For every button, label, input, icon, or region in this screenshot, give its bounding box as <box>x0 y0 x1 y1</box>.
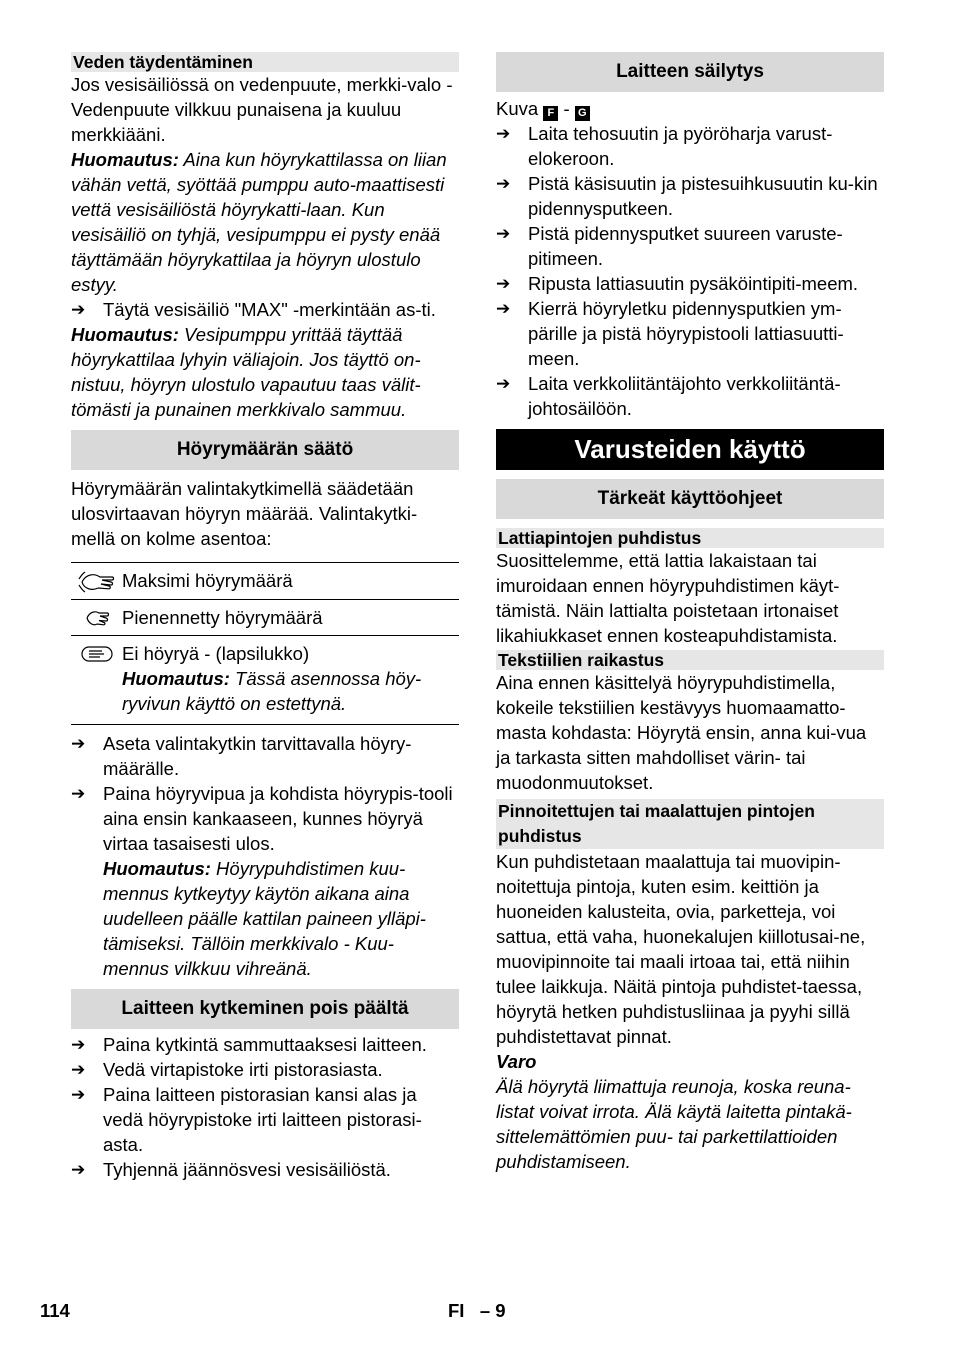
water-refill-heading: Veden täydentäminen <box>71 52 459 72</box>
reduced-steam-icon <box>71 605 122 630</box>
note-text: Vesipumppu yrittää täyttää höyrykattilaa lyhyin väliajoin. Jos täyttö on-nistuu, höyryn ulostulo vapautuu taas välit-tömästi ja punainen merkkivalo sammuu. <box>71 324 421 420</box>
note-text: Höyrypuhdistimen kuu-mennus kytkeytyy käytön aikana aina uudelleen päälle kattilan paineen ylläpi-tämiseksi. Tällöin merkkivalo - Kuu-mennus vilkkuu vihreänä. <box>103 858 426 979</box>
steam-control-heading: Höyrymäärän säätö <box>71 430 459 470</box>
switch-off-step <box>71 1032 459 1057</box>
caution-text: Älä höyrytä liimattuja reunoja, koska reuna-listat voivat irrota. Älä käytä laitetta pintakä-sittelemättömien puu- tai parkettilattioiden puhdistamiseen. <box>496 1076 852 1172</box>
note-text: Aina kun höyrykattilassa on liian vähän vettä, syöttää pumppu auto-maattisesti vettä vesisäiliöstä höyrykatti-laan. Kun vesisäiliö on tyhjä, vesipumppu ei pysty enää täyttämään höyrykattilaa ja höyryn ulostulo estyy. <box>71 149 447 295</box>
switch-off-step <box>71 1057 459 1082</box>
figure-g-label: G <box>575 106 590 121</box>
steam-mode-body <box>122 641 459 716</box>
language-page-label: FI – 9 <box>448 1300 506 1321</box>
note-label: Huomautus: <box>71 324 179 345</box>
arrow-right-icon: ➔ <box>71 734 86 753</box>
arrow-right-icon: ➔ <box>496 299 511 318</box>
important-instructions-heading: Tärkeät käyttöohjeet <box>496 479 884 519</box>
storage-step <box>496 296 884 371</box>
step-text: Pistä käsisuutin ja pistesuihkusuutin ku-kin pidennysputkeen. <box>528 173 878 219</box>
steam-mode-row-reduced <box>71 600 459 636</box>
storage-steps <box>496 121 884 421</box>
storage-step <box>496 221 884 271</box>
step-text: Täytä vesisäiliö "MAX" -merkintään as-ti. <box>103 299 436 320</box>
arrow-right-icon: ➔ <box>71 1060 86 1079</box>
step-text: Kierrä höyryletku pidennysputkien ym-pärille ja pistä höyrypistooli lattiasuutti-meen. <box>528 298 844 369</box>
switch-off-step <box>71 1082 459 1157</box>
storage-step <box>496 121 884 171</box>
figure-prefix: Kuva <box>496 98 539 119</box>
step-text: Laita tehosuutin ja pyöröharja varust-elokeroon. <box>528 123 833 169</box>
arrow-right-icon: ➔ <box>496 224 511 243</box>
step-text: Paina kytkintä sammuttaaksesi laitteen. <box>103 1034 427 1055</box>
arrow-right-icon: ➔ <box>71 1160 86 1179</box>
steam-mode-table <box>71 562 459 725</box>
steam-mode-row-max <box>71 563 459 600</box>
steam-control-step <box>71 731 459 781</box>
steam-mode-label: Maksimi höyrymäärä <box>122 570 293 591</box>
arrow-right-icon: ➔ <box>496 374 511 393</box>
storage-step <box>496 171 884 221</box>
step-text: Laita verkkoliitäntäjohto verkkoliitäntä-johtosäilöön. <box>528 373 841 419</box>
figure-reference <box>496 96 884 121</box>
floor-cleaning-heading: Lattiapintojen puhdistus <box>496 528 884 548</box>
arrow-right-icon: ➔ <box>71 1035 86 1054</box>
no-steam-icon <box>71 641 122 716</box>
floor-cleaning-text: Suosittelemme, että lattia lakaistaan tai imuroidaan ennen höyrypuhdistimen käyt-tämistä. Näin lattialta poistetaan irtonaiset likahiukkaset ennen kosteapuhdistamista. <box>496 550 840 646</box>
arrow-right-icon: ➔ <box>71 1085 86 1104</box>
step-text: Paina laitteen pistorasian kansi alas ja vedä höyrypistoke irti laitteen pistorasi-asta. <box>103 1084 422 1155</box>
arrow-right-icon: ➔ <box>496 124 511 143</box>
step-text: Aseta valintakytkin tarvittavalla höyry-määrälle. <box>103 733 412 779</box>
step-body <box>103 781 459 981</box>
step-text: Ripusta lattiasuutin pysäköintipiti-meem. <box>528 273 859 294</box>
step-text: Pistä pidennysputket suureen varuste-pitimeen. <box>528 223 843 269</box>
water-refill-note-2 <box>71 322 459 422</box>
note-label: Huomautus: <box>103 858 211 879</box>
switch-off-steps <box>71 1032 459 1182</box>
step-text: Vedä virtapistoke irti pistorasiasta. <box>103 1059 383 1080</box>
max-steam-icon <box>71 568 122 594</box>
storage-step <box>496 271 884 296</box>
note-label: Huomautus: <box>71 149 179 170</box>
accessories-heading: Varusteiden käyttö <box>496 429 884 470</box>
switch-off-step <box>71 1157 459 1182</box>
step-text: Tyhjennä jäännösvesi vesisäiliöstä. <box>103 1159 391 1180</box>
arrow-right-icon: ➔ <box>71 300 86 319</box>
water-refill-note-1 <box>71 147 459 297</box>
steam-mode-label: Ei höyryä - (lapsilukko) <box>122 643 310 664</box>
coated-surfaces-text: Kun puhdistetaan maalattuja tai muovipin-noitettuja pintoja, kuten esim. keittiön ja huoneiden kalusteita, ovia, parketteja, voi sattua, että vaha, huonekalujen kiillotusai-ne, muovipinnoite tai maali irtoaa tai, että niihin tulee laikkuja. Näitä pintoja puhdistet-taessa, höyrytä hetken puhdistusliinaa ja pyyhi sillä puhdistettavat pinnat. <box>496 851 866 1047</box>
figure-f-label: F <box>543 106 558 121</box>
steam-control-step <box>71 781 459 981</box>
steam-mode-note <box>122 666 459 716</box>
textile-refresh-text: Aina ennen käsittelyä höyrypuhdistimella, kokeile tekstiilien kestävyys huomaamatto-masta kohdasta: Höyrytä ensin, anna kui-vua ja tarkasta sitten mahdolliset värin- tai muodonmuutokset. <box>496 672 867 793</box>
left-column <box>71 52 459 1182</box>
right-column <box>496 52 884 1174</box>
steam-control-intro: Höyrymäärän valintakytkimellä säädetään ulosvirtaavan höyryn määrää. Valintakytki-mellä on kolme asentoa: <box>71 478 418 549</box>
figure-dash: - <box>563 98 570 119</box>
switch-off-heading: Laitteen kytkeminen pois päältä <box>71 989 459 1029</box>
caution-label: Varo <box>496 1051 537 1072</box>
coated-surfaces-heading: Pinnoitettujen tai maalattujen pintojen puhdistus <box>496 799 884 849</box>
step-text: Paina höyryvipua ja kohdista höyrypis-tooli aina ensin kankaaseen, kunnes höyryä virtaa tasaisesti ulos. <box>103 783 453 854</box>
page-number: 114 <box>40 1300 70 1321</box>
storage-step <box>496 371 884 421</box>
steam-mode-label: Pienennetty höyrymäärä <box>122 607 323 628</box>
water-refill-intro: Jos vesisäiliössä on vedenpuute, merkki-valo - Vedenpuute vilkkuu punaisena ja kuuluu merkkiääni. <box>71 74 453 145</box>
note-label: Huomautus: <box>122 668 230 689</box>
storage-heading: Laitteen säilytys <box>496 52 884 92</box>
water-refill-step <box>71 297 459 322</box>
arrow-right-icon: ➔ <box>71 784 86 803</box>
note-text: Tässä asennossa höy-ryvivun käyttö on estettynä. <box>122 668 422 714</box>
arrow-right-icon: ➔ <box>496 174 511 193</box>
arrow-right-icon: ➔ <box>496 274 511 293</box>
textile-refresh-heading: Tekstiilien raikastus <box>496 650 884 670</box>
steam-mode-row-none <box>71 636 459 725</box>
